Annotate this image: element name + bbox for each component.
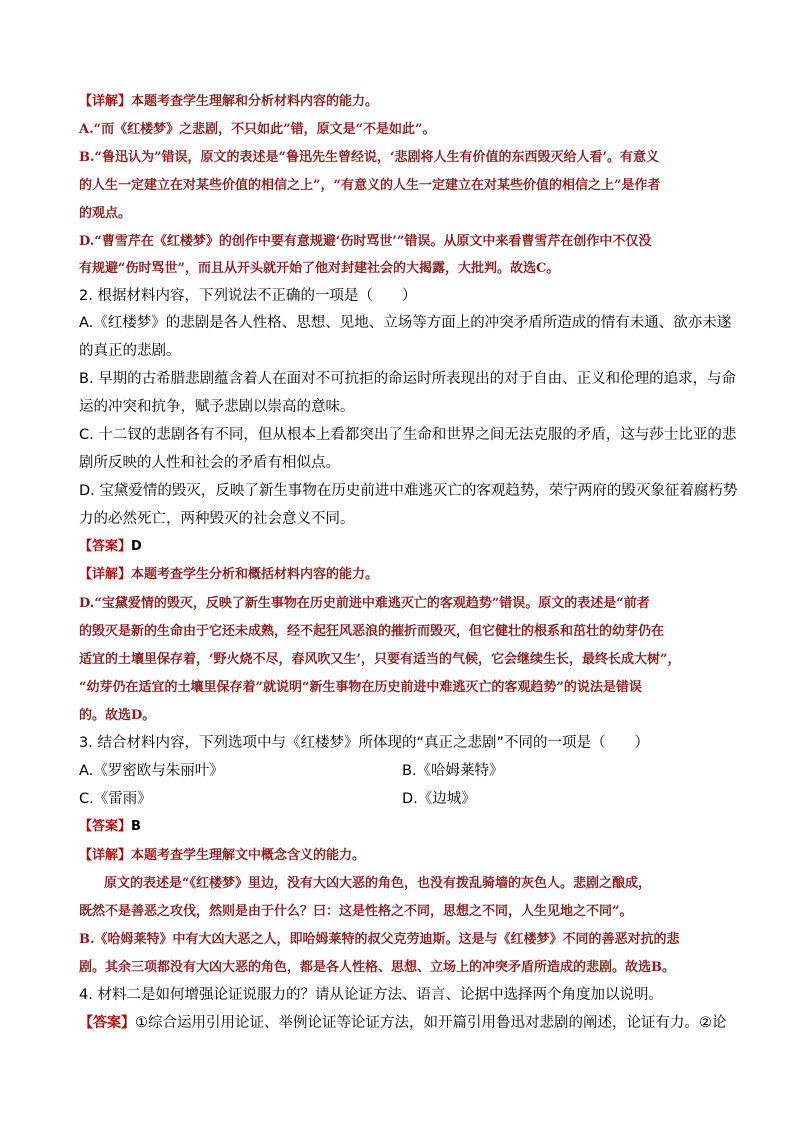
- question-2: 2. 根据材料内容，下列说法不正确的一项是（ ）: [79, 288, 417, 304]
- answer-line: [79, 1011, 727, 1032]
- answer-value: D: [131, 539, 142, 554]
- option-d-cont: 力的必然死亡，两种毁灭的社会意义不同。: [79, 511, 355, 527]
- explanation-line: 的。故选D。: [79, 708, 156, 723]
- option-c: C. 十二钗的悲剧各有不同，但从根本上看都突出了生命和世界之间无法克服的矛盾，这与莎士比亚的悲: [79, 427, 737, 443]
- explanation-line: 剧。其余三项都没有大凶大恶的角色，都是各人性格、思想、立场上的冲突矛盾所造成的悲剧。故选B。: [79, 960, 675, 975]
- explanation-line: D.“宝黛爱情的毁灭，反映了新生事物在历史前进中难逃灭亡的客观趋势”错误。原文的表述是“前者: [79, 596, 650, 611]
- explanation-line: A.“而《红楼梦》之悲剧，不只如此”错，原文是“不是如此”。: [79, 122, 436, 137]
- option-b: B.《哈姆莱特》: [402, 763, 504, 779]
- answer-line: [79, 535, 142, 554]
- explanation-line: “幼芽仍在适宜的土壤里保存着”就说明“新生事物在历史前进中难逃灭亡的客观趋势”的说法是错误: [79, 680, 642, 695]
- explanation-text: 本题考查学生理解文中概念含义的能力。: [131, 848, 366, 863]
- explanation-tag: 【详解】: [79, 94, 132, 109]
- explanation-line: [79, 90, 378, 109]
- option-d: D.《边城》: [402, 791, 476, 807]
- option-d: D. 宝黛爱情的毁灭，反映了新生事物在历史前进中难逃灭亡的客观趋势，荣宁两府的毁灭象征着腐朽势: [79, 483, 738, 499]
- explanation-line: B.《哈姆莱特》中有大凶大恶之人，即哈姆莱特的叔父克劳迪斯。这是与《红楼梦》不同的善恶对抗的悲: [79, 932, 680, 947]
- explanation-line: 原文的表述是“《红楼梦》里边，没有大凶大恶的角色，也没有拨乱骑墙的灰色人。悲剧之酿成，: [104, 876, 651, 891]
- answer-text: ①综合运用引用论证、举例论证等论证方法，如开篇引用鲁迅对悲剧的阐述，论证有力。②论: [135, 1015, 727, 1031]
- option-a: A.《红楼梦》的悲剧是各人性格、思想、见地、立场等方面上的冲突矛盾所造成的情有未通、欲亦未遂: [79, 315, 732, 331]
- explanation-line: B.“鲁迅认为”错误，原文的表述是“鲁迅先生曾经说，‘悲剧将人生有价值的东西毁灭给人看’。有意义: [79, 150, 659, 165]
- explanation-text: 本题考查学生理解和分析材料内容的能力。: [131, 94, 379, 109]
- explanation-line: [79, 844, 365, 863]
- option-b-cont: 运的冲突和抗争，赋予悲剧以崇高的意味。: [79, 399, 355, 415]
- explanation-line: 的观点。: [79, 206, 132, 221]
- answer-value: B: [131, 819, 141, 834]
- option-c: C.《雷雨》: [79, 791, 152, 807]
- explanation-tag: 【详解】: [79, 848, 132, 863]
- answer-tag: 【答案】: [79, 539, 132, 554]
- question-4: 4. 材料二是如何增强论证说服力的？请从论证方法、语言、论据中选择两个角度加以说明。: [79, 987, 663, 1003]
- explanation-line: [79, 563, 378, 582]
- explanation-text: 本题考查学生分析和概括材料内容的能力。: [131, 567, 379, 582]
- answer-tag: 【答案】: [79, 1015, 135, 1031]
- option-a-cont: 的真正的悲剧。: [79, 343, 181, 359]
- explanation-line: 有规避“伤时骂世”，而且从开头就开始了他对封建社会的大揭露，大批判。故选C。: [79, 261, 560, 276]
- explanation-tag: 【详解】: [79, 567, 132, 582]
- explanation-line: D.“曹雪芹在《红楼梦》的创作中要有意规避‘伤时骂世’”错误。从原文中来看曹雪芹在创作中不仅没: [79, 234, 652, 249]
- answer-tag: 【答案】: [79, 819, 132, 834]
- option-b: B. 早期的古希腊悲剧蕴含着人在面对不可抗拒的命运时所表现出的对于自由、正义和伦理的追求，与命: [79, 371, 737, 387]
- question-3: 3. 结合材料内容，下列选项中与《红楼梦》所体现的“真正之悲剧”不同的一项是（ ）: [79, 735, 649, 751]
- explanation-line: 的毁灭是新的生命由于它还未成熟，经不起狂风恶浪的摧折而毁灭，但它健壮的根系和茁壮的幼芽仍在: [79, 624, 665, 639]
- option-c-cont: 剧所反映的人性和社会的矛盾有相似点。: [79, 455, 340, 471]
- explanation-line: 适宜的土壤里保存着，‘野火烧不尽，春风吹又生’，只要有适当的气候，它会继续生长，最终长成大树”，: [79, 652, 681, 667]
- answer-line: [79, 815, 141, 834]
- option-a: A.《罗密欧与朱丽叶》: [79, 763, 224, 779]
- explanation-line: 的人生一定建立在对某些价值的相信之上”，“有意义的人生一定建立在对某些价值的相信之上”是作者: [79, 178, 661, 193]
- explanation-line: 既然不是善恶之攻伐，然则是由于什么？曰：这是性格之不同，思想之不同，人生见地之不同”。: [79, 904, 633, 919]
